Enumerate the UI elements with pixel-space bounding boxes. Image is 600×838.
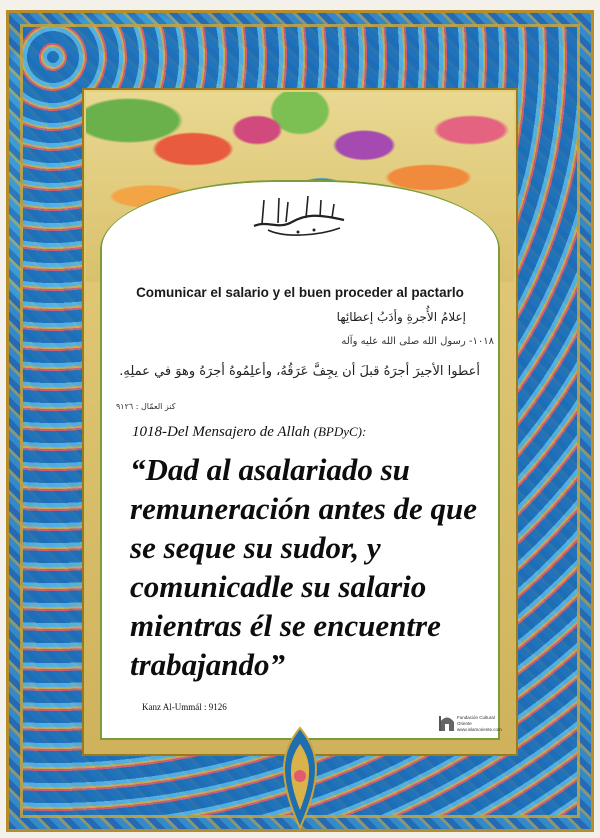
title-heading: Comunicar el salario y el buen proceder al pactarlo	[136, 285, 464, 300]
bottom-ornament-icon	[270, 724, 330, 832]
hadith-intro-prefix: 1018-Del Mensajero de Allah	[132, 424, 314, 440]
publisher-url: www.islamoriente.com	[457, 727, 502, 732]
hadith-quote: “Dad al asalariado su remuneración antes de que se seque su sudor, y comunicadle su salario mientras él se encuentre trabajando”	[130, 452, 478, 682]
publisher-logo-text	[457, 715, 502, 733]
bismillah-calligraphy-icon	[248, 190, 352, 240]
source-reference: Kanz Al-Ummál : 9126	[142, 702, 227, 712]
arabic-title: إعلامُ الأُجرةِ وأدَبُ إعطائِها	[336, 310, 466, 324]
arabic-attribution: ١٠١٨- رسول الله صلى الله عليه وآله	[341, 336, 494, 347]
hadith-intro	[132, 424, 492, 441]
hadith-intro-honorific: (BPDyC):	[313, 424, 367, 439]
arabic-reference: كنز العمّال : ٩١٢٦	[116, 402, 176, 411]
mosque-icon	[438, 712, 456, 732]
publisher-name: Fundación Cultural Oriente	[457, 715, 495, 726]
publisher-logo	[438, 712, 502, 732]
arabic-hadith-text: أعطوا الأجيرَ أجرَهُ قبلَ أن يجِفَّ عَرَقُهُ، وأعلِمُوهُ أجرَهُ وهوَ في عملِهِ.	[119, 364, 480, 379]
